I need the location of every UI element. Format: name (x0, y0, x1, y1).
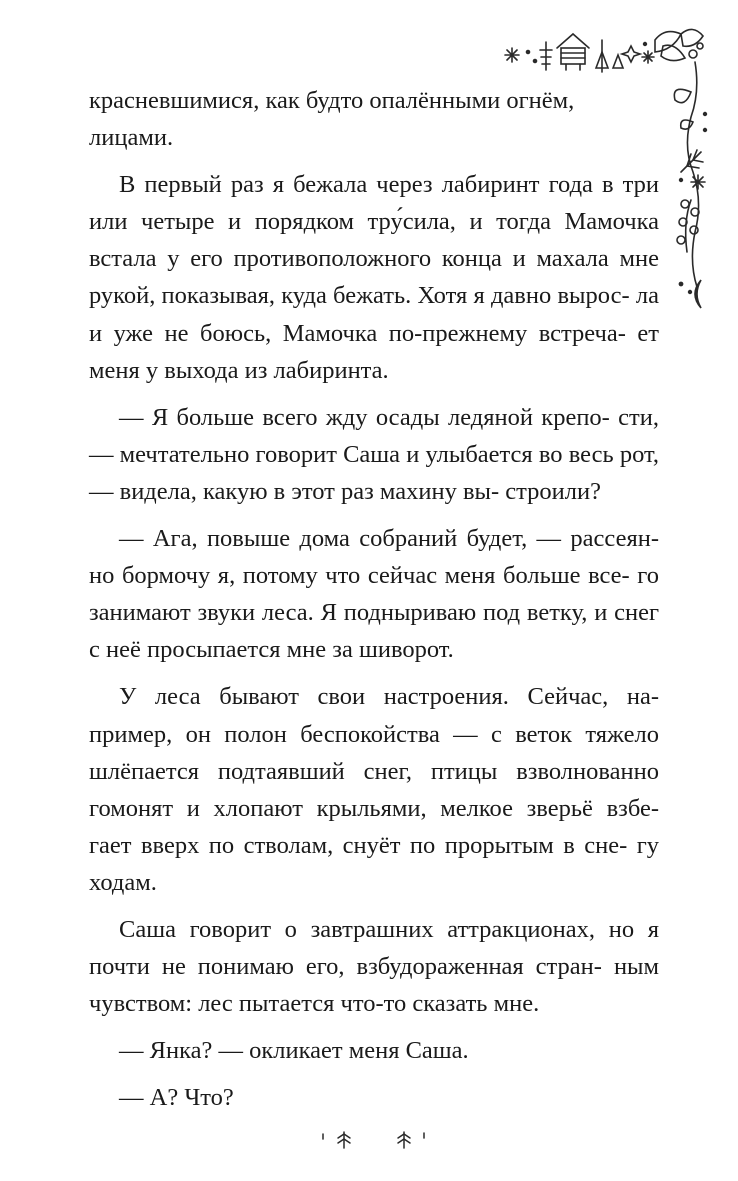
text-line: строили? (505, 477, 601, 505)
text-line: ет меня у выхода из лабиринта. (89, 319, 659, 384)
fir-tree-footer-ornament (318, 1128, 428, 1152)
text-line: рукой, показывая, куда бежать. Хотя я давно вырос- (89, 282, 630, 310)
small-tree-icon (540, 42, 552, 70)
text-line: пример, он полон беспокойства — с веток тяжело (89, 720, 659, 748)
snowflake-icon-2 (642, 51, 654, 63)
text-line: В первый раз я бежала через лабиринт года в три (119, 171, 659, 199)
text-line: сти, — мечтательно говорит Саша и улыбается (89, 403, 659, 468)
text-line: — Янка? — окликает меня Саша. (119, 1037, 469, 1065)
text-line: Саша говорит о завтрашних аттракционах, (119, 915, 596, 943)
text-line: ным чувством: лес пытается что-то сказать мне. (89, 953, 660, 1018)
fir-tree-icon (596, 40, 623, 72)
house-icon (557, 34, 589, 70)
text-line: ла и уже не боюсь, Мамочка по-прежнему встреча- (89, 282, 660, 347)
paragraph-6 (89, 911, 659, 1022)
berry-branch-icon (677, 200, 699, 252)
paragraph-5 (89, 678, 659, 901)
text-line: У леса бывают свои настроения. Сейчас, на- (119, 683, 659, 711)
fir-tree-icon-left (338, 1132, 350, 1148)
sparkle-icon (622, 46, 640, 62)
paragraph-3 (89, 399, 659, 510)
text-line: шлёпается подтаявший снег, птицы взволнованно (89, 757, 659, 785)
text-line: встала у его противоположного конца и махала мне (89, 245, 659, 273)
text-line: красневшимися, как будто опалёнными огнём, (89, 87, 575, 114)
paragraph-4 (89, 520, 659, 668)
text-line: но бормочу я, потому что сейчас меня больше все- (89, 562, 630, 590)
text-line: гомонят и хлопают крыльями, мелкое зверьё взбе- (89, 794, 659, 822)
text-line: го занимают звуки леса. Я подныриваю под ветку, (89, 562, 659, 627)
text-line: лицами. (89, 124, 174, 152)
paragraph-8 (89, 1079, 659, 1116)
text-line: — Я больше всего жду осады ледяной крепо- (119, 403, 610, 431)
text-line: — Ага, повыше дома собраний будет, — рассеян- (119, 525, 659, 553)
text-line: или четыре и порядком тру́сила, и тогда Мамочка (89, 208, 659, 236)
paragraph-2 (89, 166, 659, 389)
paragraph-7 (89, 1032, 659, 1069)
paragraph-1 (89, 82, 659, 156)
text-line: но я почти не понимаю его, взбудораженная стран- (89, 915, 660, 981)
text-line: гу ходам. (89, 831, 659, 896)
fir-tree-icon-right (398, 1132, 410, 1148)
star-icon (691, 175, 705, 189)
text-line: гает вверх по стволам, снуёт по прорытым в сне- (89, 831, 628, 859)
text-line: — А? Что? (119, 1084, 234, 1112)
text-line: и снег с неё просыпается мне за шиворот. (89, 599, 659, 664)
holly-icon (655, 29, 703, 60)
body-text (89, 82, 659, 1116)
snowflake-icon (505, 48, 519, 62)
text-line: во весь рот, — видела, какую в этот раз махину вы- (89, 440, 659, 505)
